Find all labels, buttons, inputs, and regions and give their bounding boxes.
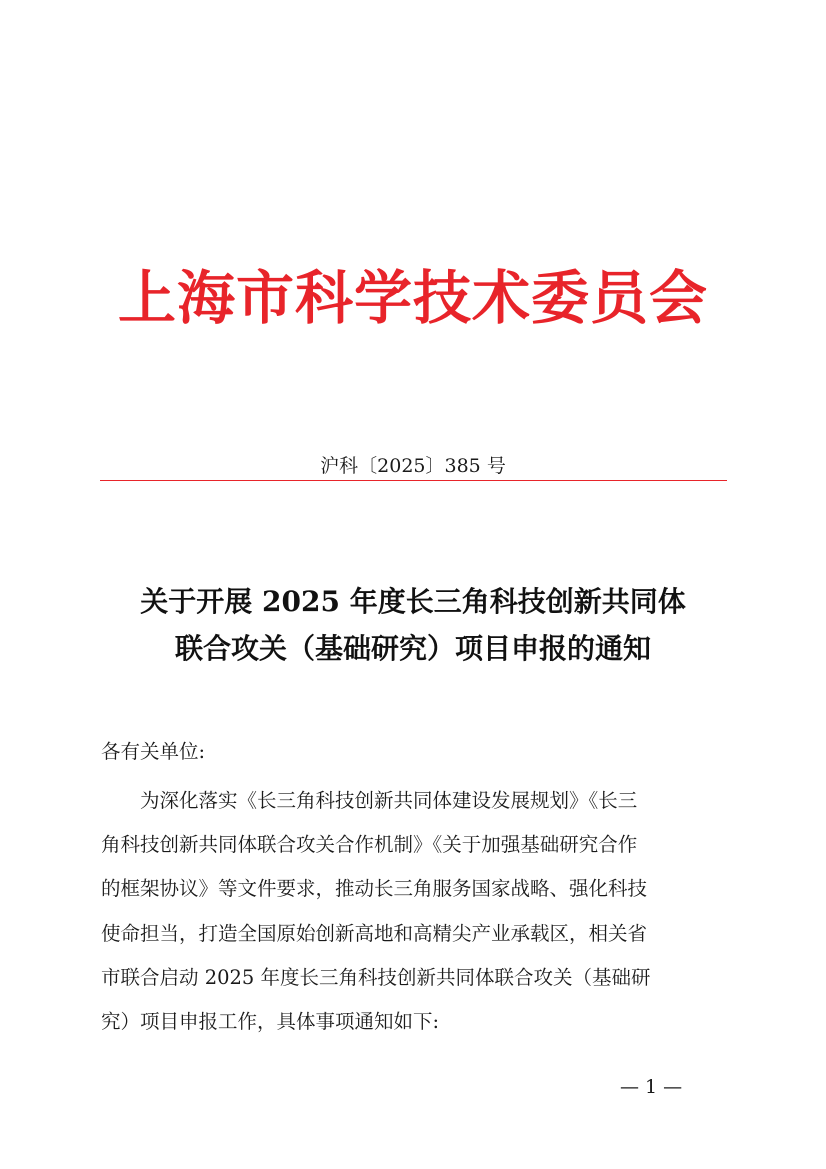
paragraph-line: 的框架协议》等文件要求，推动长三角服务国家战略、强化科技 — [101, 877, 648, 901]
red-divider-rule — [100, 480, 727, 481]
paragraph-line: 使命担当，打造全国原始创新高地和高精尖产业承载区，相关省 — [101, 921, 648, 945]
document-number: 沪科〔2025〕385 号 — [320, 455, 506, 477]
salutation: 各有关单位: — [101, 740, 206, 763]
page-number: — 1 — — [620, 1076, 683, 1098]
paragraph-line: 为深化落实《长三角科技创新共同体建设发展规划》《长三 — [101, 789, 638, 812]
notice-title-line-1: 关于开展 2025 年度长三角科技创新共同体 — [140, 585, 686, 618]
organization-header: 上海市科学技术委员会 — [117, 264, 708, 332]
notice-title — [0, 578, 826, 672]
paragraph-line: 市联合启动 2025 年度长三角科技创新共同体联合攻关（基础研 — [101, 965, 651, 989]
paragraph-line: 究）项目申报工作，具体事项通知如下: — [101, 1009, 440, 1033]
body-paragraph — [101, 779, 725, 1044]
paragraph-line: 角科技创新共同体联合攻关合作机制》《关于加强基础研究合作 — [101, 833, 638, 857]
notice-title-line-2: 联合攻关（基础研究）项目申报的通知 — [174, 632, 651, 665]
